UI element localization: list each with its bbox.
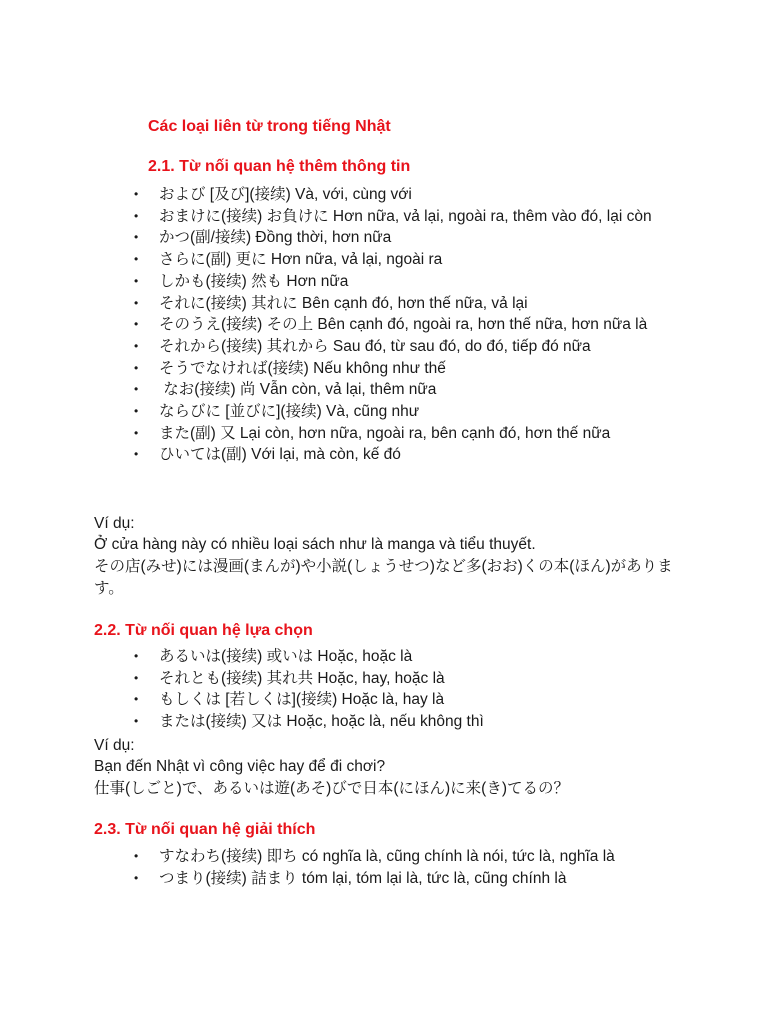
bullet-icon: • [134, 208, 139, 223]
list-item: • それとも(接续) 其れ共 Hoặc, hay, hoặc là [134, 668, 694, 690]
bullet-icon: • [134, 317, 139, 332]
list-item: • それに(接续) 其れに Bên cạnh đó, hơn thế nữa, vả lại [134, 293, 694, 315]
list-item: • ならびに [並びに](接续) Và, cũng như [134, 401, 694, 423]
bullet-icon: • [134, 425, 139, 440]
list-item: • さらに(副) 更に Hơn nữa, vả lại, ngoài ra [134, 249, 694, 271]
list-item: • あるいは(接续) 或いは Hoặc, hoặc là [134, 646, 694, 668]
list-item: • おまけに(接续) お負けに Hơn nữa, vả lại, ngoài ra, thêm vào đó, lại còn [134, 206, 694, 228]
bullet-icon: • [134, 870, 139, 885]
list-item: • しかも(接续) 然も Hơn nữa [134, 271, 694, 293]
bullet-icon: • [134, 252, 139, 267]
bullet-icon: • [134, 714, 139, 729]
bullet-icon: • [134, 360, 139, 375]
bullet-list-2-3 [134, 846, 694, 889]
bullet-icon: • [134, 692, 139, 707]
example-sentence-vi: Bạn đến Nhật vì công việc hay để đi chơi? [94, 758, 386, 775]
example-sentence-ja: 仕事(しごと)で、あるいは遊(あそ)びで日本(にほん)に来(き)てるの？ [94, 780, 569, 797]
example-sentence-vi: Ở cửa hàng này có nhiều loại sách như là manga và tiểu thuyết. [94, 536, 536, 553]
bullet-icon: • [134, 649, 139, 663]
example-label: Ví dụ: [94, 515, 135, 532]
list-item: • すなわち(接续) 即ち có nghĩa là, cũng chính là nói, tức là, nghĩa là [134, 846, 694, 868]
example-sentence-ja: その店(みせ)には漫画(まんが)や小説(しょうせつ)など多(おお)くの本(ほん)があります。 [94, 558, 673, 597]
bullet-list-2-1 [134, 184, 694, 466]
section-heading-2-1: 2.1. Từ nối quan hệ thêm thông tin [148, 158, 411, 175]
bullet-icon: • [134, 447, 139, 462]
list-item: • つまり(接续) 詰まり tóm lại, tóm lại là, tức là, cũng chính là [134, 868, 694, 890]
bullet-icon: • [134, 273, 139, 288]
list-item: • また(副) 又 Lại còn, hơn nữa, ngoài ra, bên cạnh đó, hơn thế nữa [134, 423, 694, 445]
bullet-list-2-2 [134, 646, 694, 733]
bullet-icon: • [134, 338, 139, 353]
document-title: Các loại liên từ trong tiếng Nhật [148, 118, 391, 135]
list-item: • もしくは [若しくは](接续) Hoặc là, hay là [134, 689, 694, 711]
bullet-icon: • [134, 404, 139, 419]
list-item: • または(接续) 又は Hoặc, hoặc là, nếu không thì [134, 711, 694, 733]
bullet-icon: • [134, 187, 139, 201]
section-heading-2-2: 2.2. Từ nối quan hệ lựa chọn [94, 622, 313, 639]
bullet-icon: • [134, 849, 139, 863]
list-item: • かつ(副/接续) Đồng thời, hơn nữa [134, 227, 694, 249]
list-item: • そうでなければ(接续) Nếu không như thế [134, 358, 694, 380]
bullet-icon: • [134, 230, 139, 245]
list-item: • そのうえ(接续) その上 Bên cạnh đó, ngoài ra, hơn thế nữa, hơn nữa là [134, 314, 694, 336]
list-item: • および [及び](接续) Và, với, cùng với [134, 184, 694, 206]
bullet-icon: • [134, 295, 139, 310]
example-label: Ví dụ: [94, 737, 135, 754]
list-item: • なお(接续) 尚 Vẫn còn, vả lại, thêm nữa [134, 379, 694, 401]
bullet-icon: • [134, 670, 139, 685]
list-item: • ひいては(副) Với lại, mà còn, kế đó [134, 444, 694, 466]
section-heading-2-3: 2.3. Từ nối quan hệ giải thích [94, 821, 316, 838]
bullet-icon: • [134, 382, 139, 397]
list-item: • それから(接续) 其れから Sau đó, từ sau đó, do đó, tiếp đó nữa [134, 336, 694, 358]
